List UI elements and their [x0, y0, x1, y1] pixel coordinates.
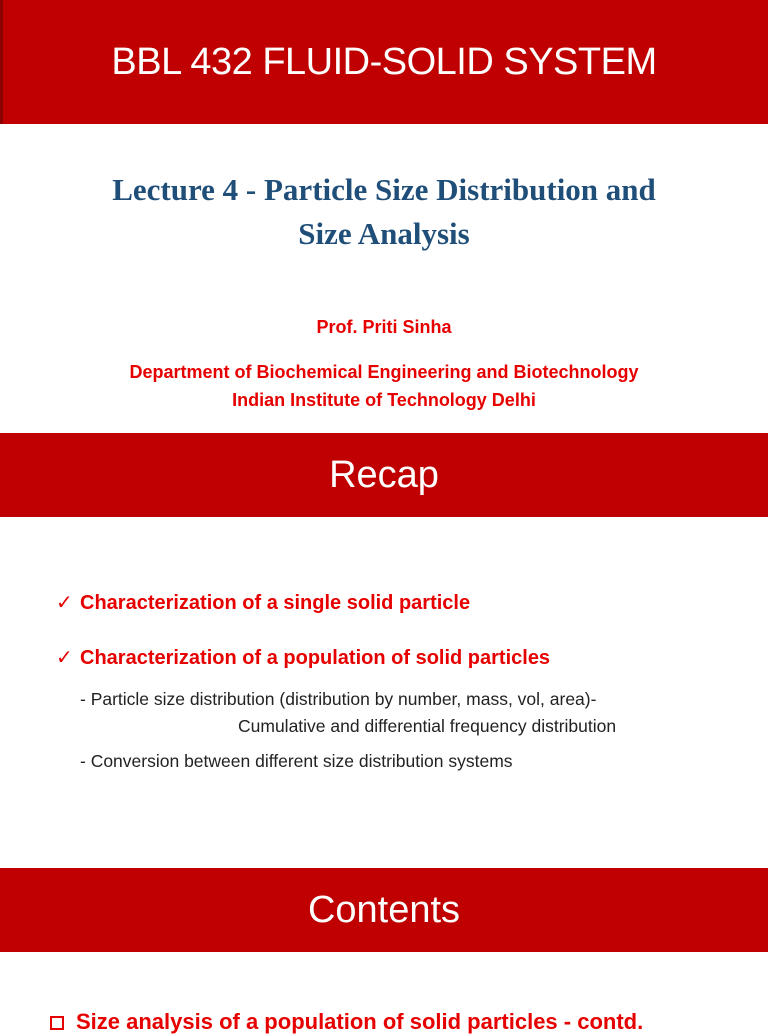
- recap-subitem-psd: - Particle size distribution (distribution by number, mass, vol, area)-: [80, 689, 597, 709]
- recap-banner: [0, 433, 768, 517]
- check-icon: ✓: [56, 590, 73, 614]
- course-title-banner: [0, 0, 768, 124]
- lecture-title: [30, 168, 738, 256]
- recap-subitem-psd-continued: Cumulative and differential frequency distribution: [238, 716, 617, 736]
- banner-edge: [0, 0, 3, 124]
- recap-subitem-conversion: - Conversion between different size distribution systems: [80, 751, 513, 771]
- contents-item-size-analysis: [50, 1009, 643, 1035]
- recap-item-label: Characterization of a population of solid particles: [80, 647, 551, 669]
- recap-title: Recap: [329, 453, 439, 496]
- institute-name: Indian Institute of Technology Delhi: [232, 390, 536, 410]
- contents-banner: [0, 868, 768, 952]
- contents-title: Contents: [307, 888, 461, 931]
- recap-item-single-particle: [56, 590, 470, 615]
- affiliation: [0, 358, 768, 414]
- check-icon: ✓: [56, 645, 73, 669]
- checkbox-square-icon: [50, 1016, 64, 1030]
- contents-item-label: Size analysis of a population of solid particles - contd.: [76, 1009, 644, 1034]
- course-title: BBL 432 FLUID-SOLID SYSTEM: [111, 40, 657, 83]
- lecture-title-line-1: Lecture 4 - Particle Size Distribution and: [112, 172, 656, 207]
- recap-item-label: Characterization of a single solid particle: [80, 592, 471, 614]
- recap-item-population: [56, 645, 550, 670]
- title-slide: [0, 0, 768, 430]
- department-name: Department of Biochemical Engineering and Biotechnology: [129, 362, 639, 382]
- professor-name: Prof. Priti Sinha: [316, 317, 452, 337]
- lecture-title-line-2: Size Analysis: [298, 216, 470, 251]
